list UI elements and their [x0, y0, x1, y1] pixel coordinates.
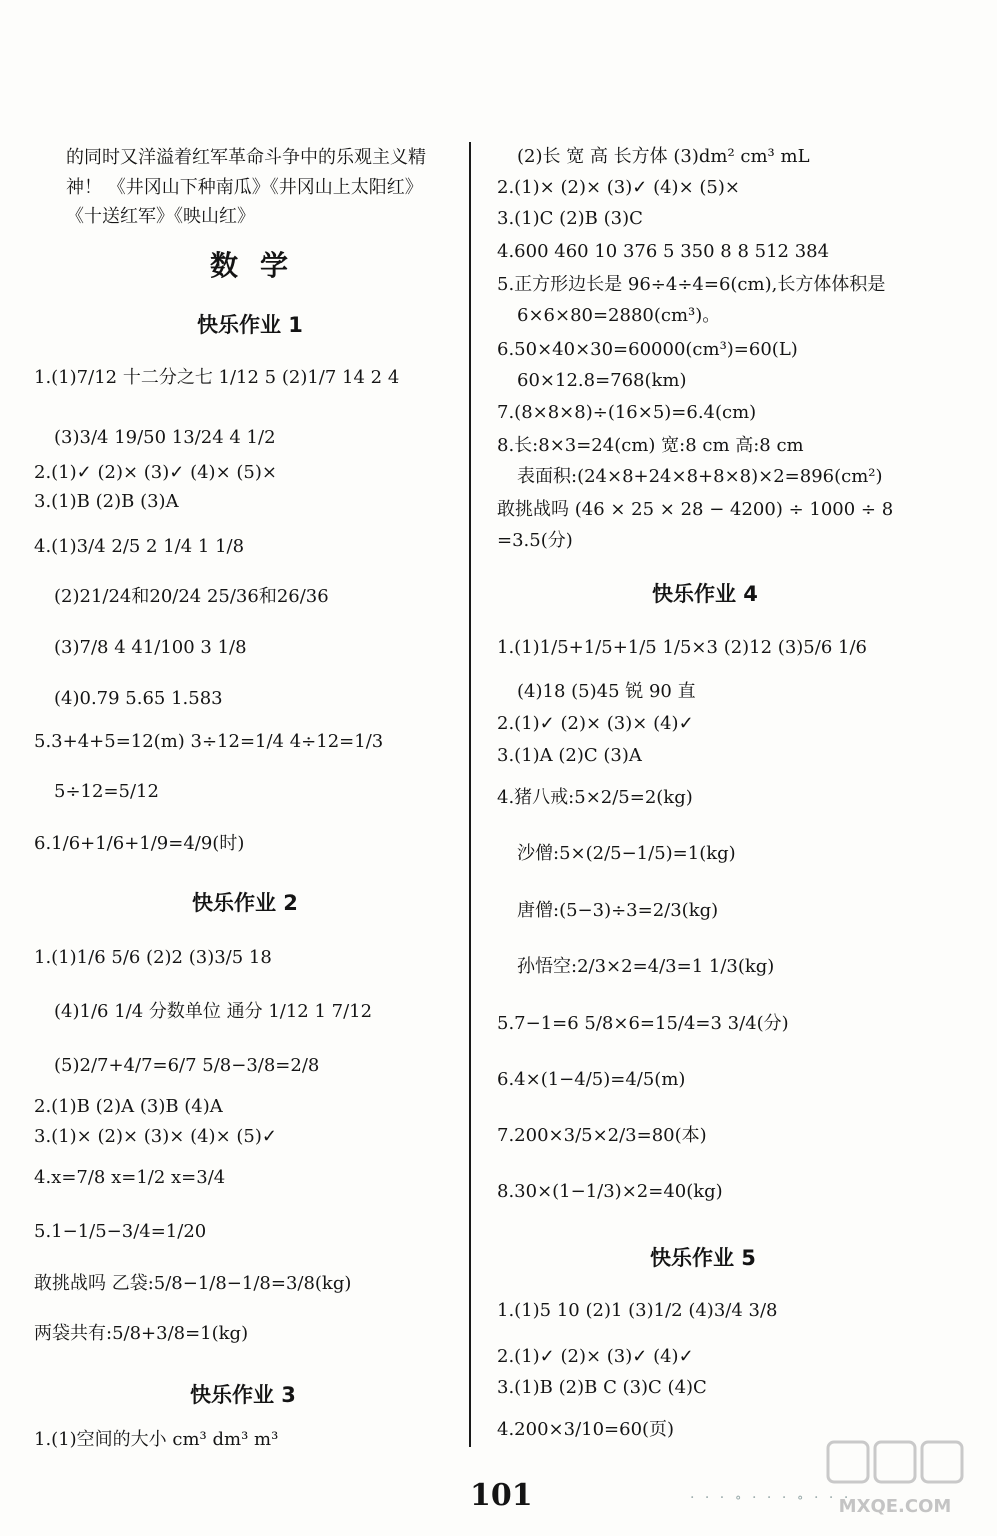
subject-title: 数学 [210, 249, 311, 282]
answer-line: 8.30×(1−1/3)×2=40(kg) [497, 1181, 723, 1202]
section-heading: 快乐作业 5 [650, 1246, 756, 1270]
answer-line: 3.(1)C (2)B (3)C [497, 208, 643, 229]
answer-line: 6.50×40×30=60000(cm³)=60(L) [497, 339, 798, 360]
intro-line: 的同时又洋溢着红军革命斗争中的乐观主义精 [66, 147, 426, 168]
answer-line: (2)21/24和20/24 25/36和26/36 [54, 586, 329, 607]
answer-line: 5.1−1/5−3/4=1/20 [34, 1221, 207, 1242]
answer-line: 3.(1)B (2)B (3)A [34, 491, 179, 512]
section-heading: 快乐作业 2 [192, 891, 298, 915]
answer-line: 1.(1)空间的大小 cm³ dm³ m³ [34, 1429, 279, 1450]
answer-line: 两袋共有:5/8+3/8=1(kg) [34, 1323, 249, 1344]
answer-line: 6.4×(1−4/5)=4/5(m) [497, 1069, 686, 1090]
answer-line: 6.1/6+1/6+1/9=4/9(时) [34, 833, 245, 854]
answer-line: 3.(1)B (2)B C (3)C (4)C [497, 1377, 707, 1398]
answer-line: 敢挑战吗 乙袋:5/8−1/8−1/8=3/8(kg) [34, 1273, 352, 1294]
answer-line: 4.x=7/8 x=1/2 x=3/4 [34, 1167, 226, 1188]
answer-line: 2.(1)✓ (2)× (3)✓ (4)✓ [497, 1346, 694, 1367]
section-heading: 快乐作业 3 [190, 1383, 296, 1407]
answer-line: 5÷12=5/12 [54, 781, 159, 802]
answer-line: 唐僧:(5−3)÷3=2/3(kg) [517, 900, 719, 921]
answer-line: (5)2/7+4/7=6/7 5/8−3/8=2/8 [54, 1055, 320, 1076]
intro-line: 神！ 《井冈山下种南瓜》《井冈山上太阳红》 [66, 177, 423, 198]
answer-line: (4)18 (5)45 锐 90 直 [517, 681, 696, 702]
decorative-dots: · · · ∘ · · · ∘ · · · [690, 1490, 852, 1506]
intro-line: 《十送红军》《映山红》 [66, 206, 255, 227]
answer-line: 7.(8×8×8)÷(16×5)=6.4(cm) [497, 402, 757, 423]
answer-line: 4.猪八戒:5×2/5=2(kg) [497, 787, 693, 808]
answer-line: 2.(1)✓ (2)× (3)✓ (4)× (5)× [34, 462, 277, 483]
section-heading: 快乐作业 4 [652, 582, 758, 606]
answer-line: (4)1/6 1/4 分数单位 通分 1/12 1 7/12 [54, 1001, 373, 1022]
answer-line: =3.5(分) [497, 530, 573, 551]
answer-line: 2.(1)× (2)× (3)✓ (4)× (5)× [497, 177, 740, 198]
answer-line: 3.(1)A (2)C (3)A [497, 745, 642, 766]
answer-line: 3.(1)× (2)× (3)× (4)× (5)✓ [34, 1126, 277, 1147]
answer-line: 2.(1)✓ (2)× (3)× (4)✓ [497, 713, 694, 734]
answer-line: 沙僧:5×(2/5−1/5)=1(kg) [517, 843, 736, 864]
answer-line: (4)0.79 5.65 1.583 [54, 688, 223, 709]
page-number: 101 [470, 1478, 533, 1513]
answer-line: 6×6×80=2880(cm³)。 [517, 305, 721, 326]
answer-line: 1.(1)5 10 (2)1 (3)1/2 (4)3/4 3/8 [497, 1300, 778, 1321]
answer-line: 5.7−1=6 5/8×6=15/4=3 3/4(分) [497, 1013, 789, 1034]
answer-line: (2)长 宽 高 长方体 (3)dm² cm³ mL [517, 146, 810, 167]
answer-line: 1.(1)1/6 5/6 (2)2 (3)3/5 18 [34, 947, 272, 968]
answer-line: 8.长:8×3=24(cm) 宽:8 cm 高:8 cm [497, 435, 804, 456]
answer-line: 60×12.8=768(km) [517, 370, 687, 391]
answer-line: 4.600 460 10 376 5 350 8 8 512 384 [497, 241, 830, 262]
column-divider [469, 142, 471, 1447]
answer-line: 1.(1)1/5+1/5+1/5 1/5×3 (2)12 (3)5/6 1/6 [497, 637, 867, 658]
answer-line: 4.(1)3/4 2/5 2 1/4 1 1/8 [34, 536, 245, 557]
answer-line: 4.200×3/10=60(页) [497, 1419, 675, 1440]
answer-line: 7.200×3/5×2/3=80(本) [497, 1125, 707, 1146]
watermark-url: MXQE.COM [838, 1496, 952, 1517]
answer-line: 敢挑战吗 (46 × 25 × 28 − 4200) ÷ 1000 ÷ 8 [497, 499, 894, 520]
answer-line: 孙悟空:2/3×2=4/3=1 1/3(kg) [517, 956, 775, 977]
section-heading: 快乐作业 1 [197, 313, 303, 337]
answer-line: (3)7/8 4 41/100 3 1/8 [54, 637, 247, 658]
watermark-logo [820, 1430, 970, 1525]
answer-line: 2.(1)B (2)A (3)B (4)A [34, 1096, 223, 1117]
answer-line: 5.正方形边长是 96÷4÷4=6(cm),长方体体积是 [497, 274, 886, 295]
answer-line: (3)3/4 19/50 13/24 4 1/2 [54, 427, 276, 448]
answer-line: 5.3+4+5=12(m) 3÷12=1/4 4÷12=1/3 [34, 731, 384, 752]
answer-line: 1.(1)7/12 十二分之七 1/12 5 (2)1/7 14 2 4 [34, 367, 400, 388]
answer-line: 表面积:(24×8+24×8+8×8)×2=896(cm²) [517, 466, 883, 487]
